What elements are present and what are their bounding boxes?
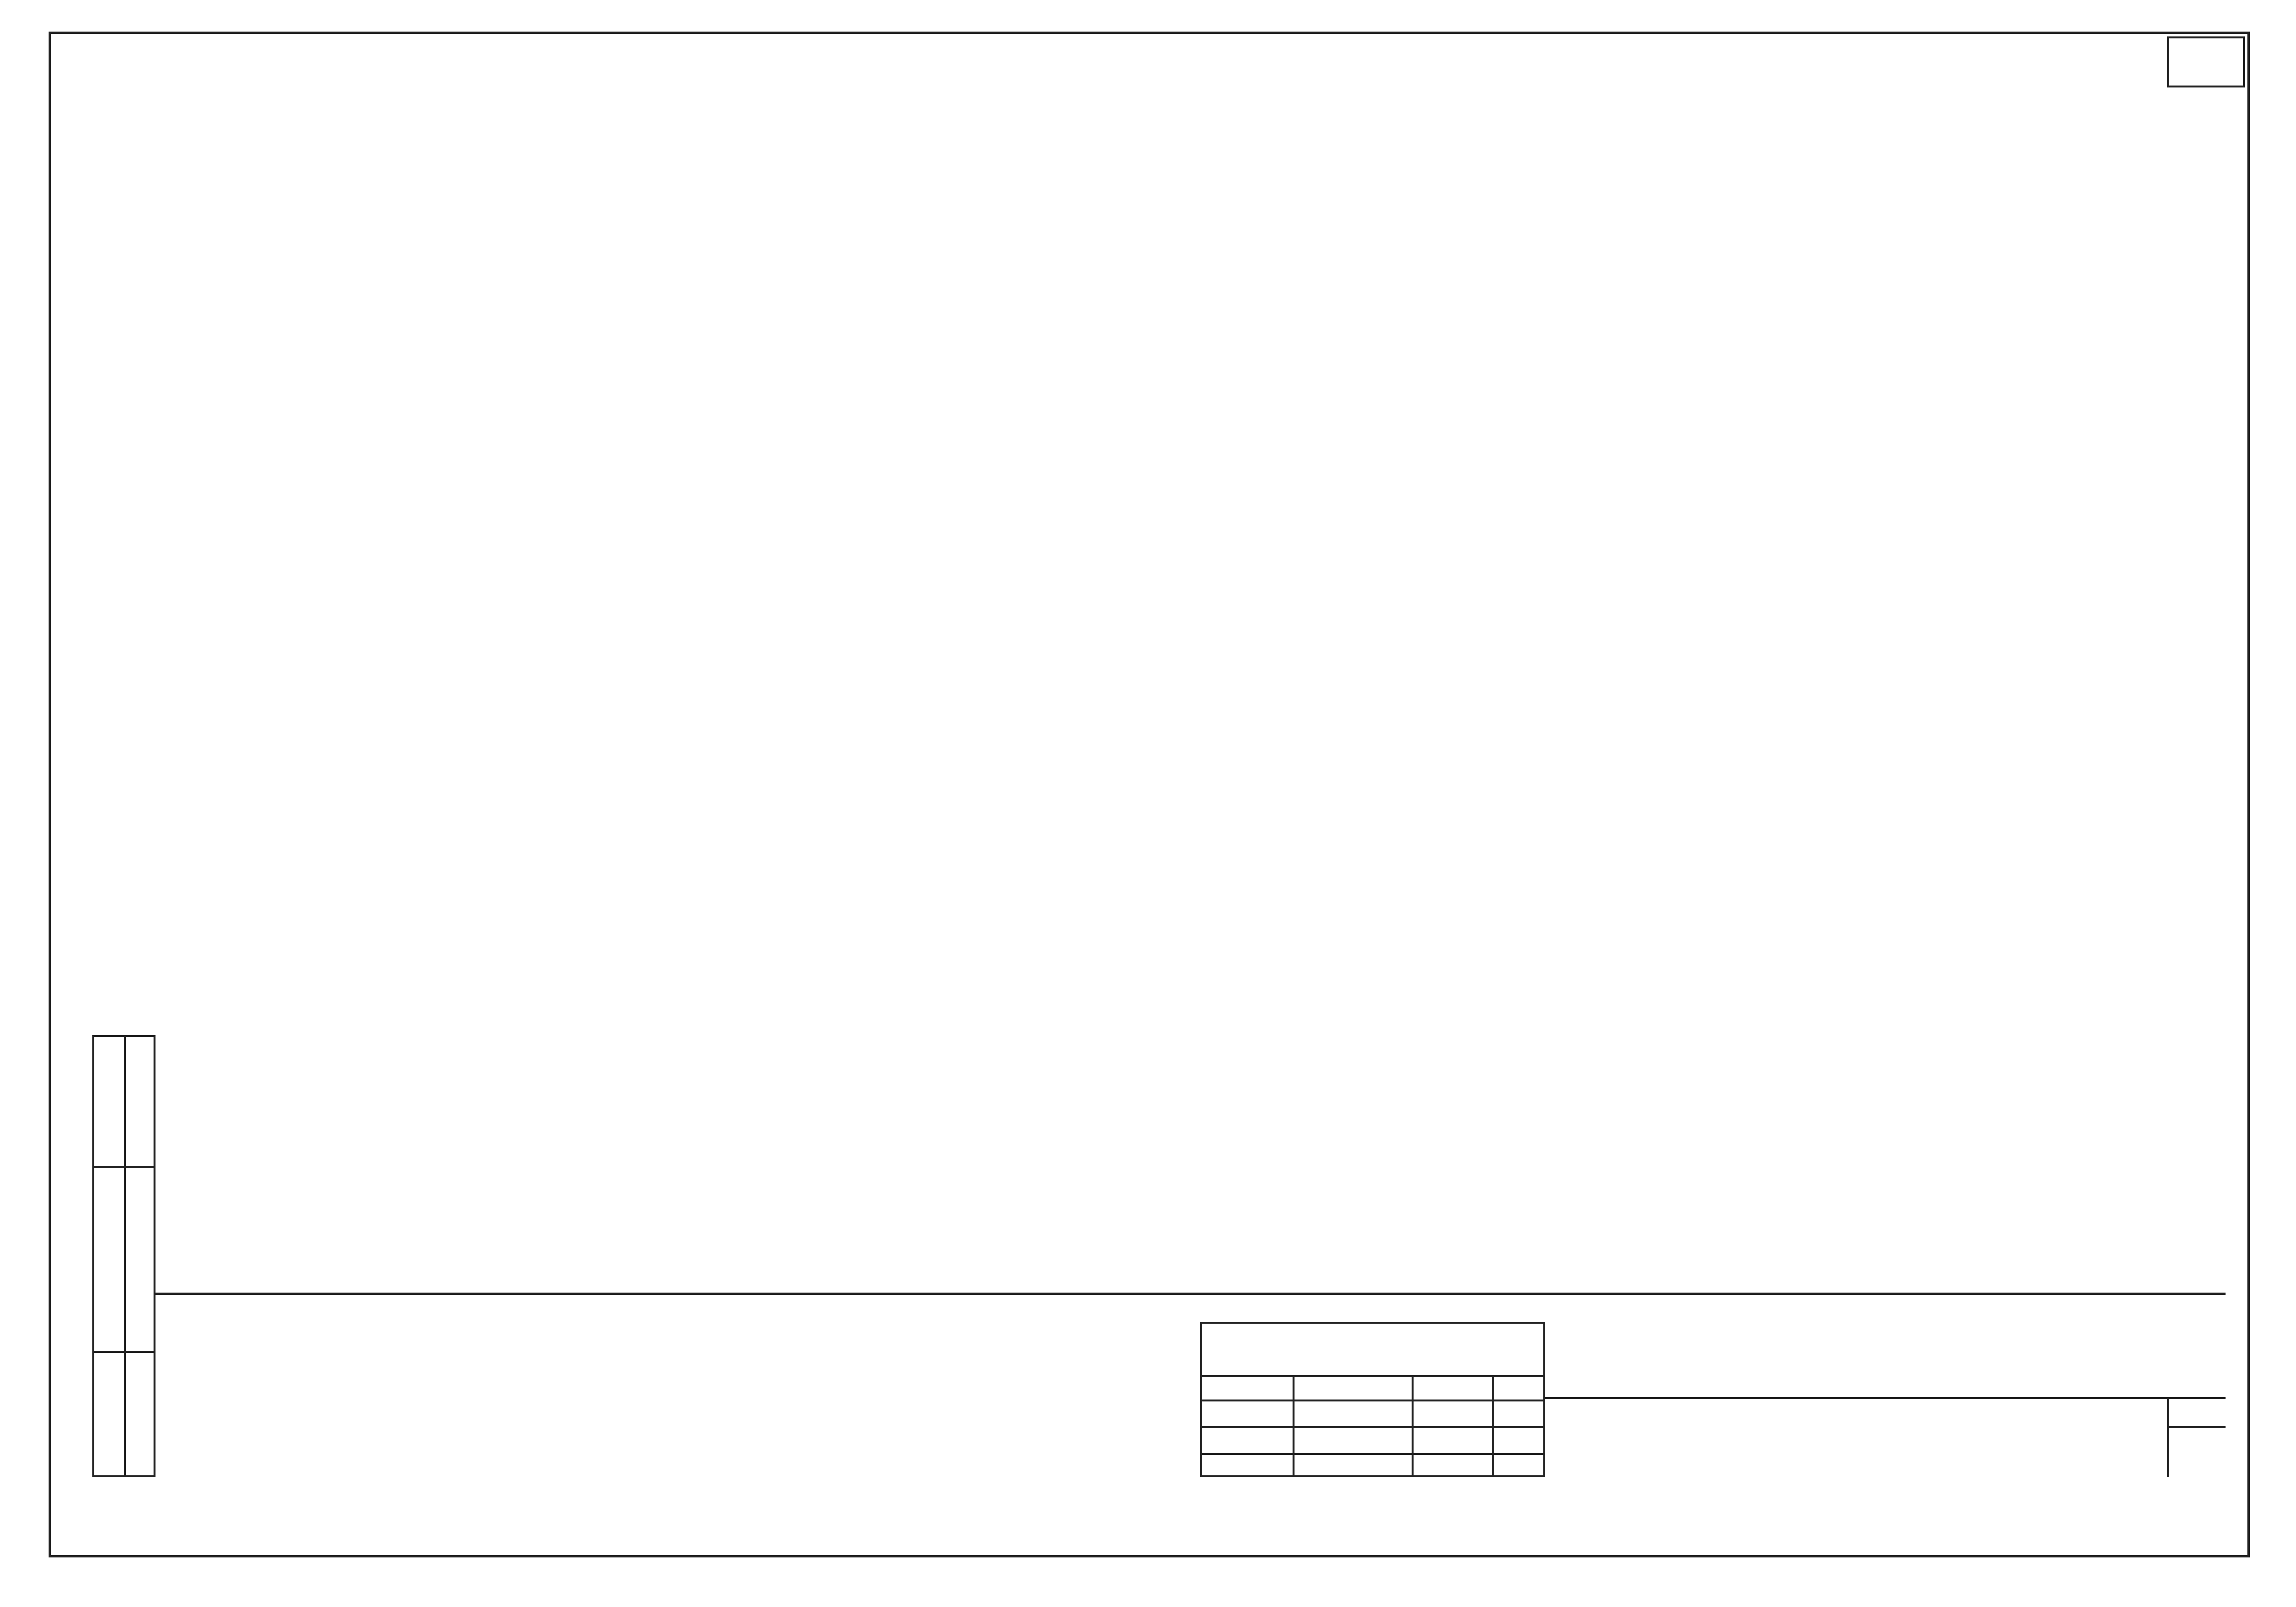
title-block (155, 1293, 2226, 1477)
page-number-box (2167, 36, 2245, 87)
